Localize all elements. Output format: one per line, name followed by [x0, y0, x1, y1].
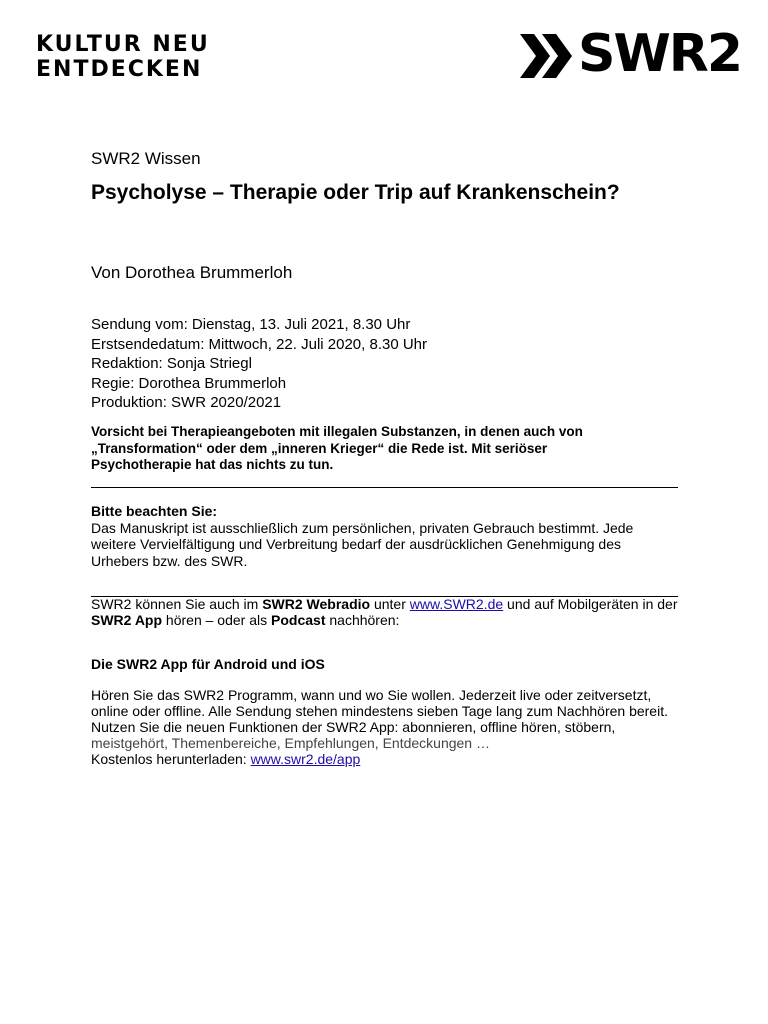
- meta-production: Produktion: SWR 2020/2021: [91, 394, 282, 411]
- divider-top: [91, 487, 678, 488]
- teaser-text: Vorsicht bei Therapieangeboten mit illegalen Substanzen, in denen auch von „Transformation“ oder dem „inneren Krieger“ die Rede ist. Mit seriöser Psychotherapie hat das nichts zu tun.: [91, 424, 583, 472]
- meta-director: Regie: Dorothea Brummerloh: [91, 374, 287, 392]
- author-line: Von Dorothea Brummerloh: [91, 263, 293, 282]
- copyright-notice: [91, 503, 671, 569]
- listen-text-1: SWR2 können Sie auch im: [91, 596, 263, 612]
- brand-line-1: KULTUR NEU: [36, 32, 210, 57]
- double-chevron-icon: [520, 34, 578, 78]
- listen-webradio: SWR2 Webradio: [262, 596, 371, 612]
- notice-heading: Bitte beachten Sie:: [91, 503, 218, 519]
- brand-slogan: [36, 32, 210, 82]
- meta-editor: Redaktion: Sonja Striegl: [91, 355, 252, 372]
- app-body: Hören Sie das SWR2 Programm, wann und wo Sie wollen. Jederzeit live oder zeitversetzt, online oder offline. Alle Sendung stehen mindestens sieben Tage lang zum Nachhören bereit. Nutzen Sie die neuen Funktionen der SWR2 App: abonnieren, offline hören, stöbern,: [91, 687, 668, 735]
- app-download-link[interactable]: www.swr2.de/app: [250, 751, 361, 767]
- listen-info: [91, 596, 681, 628]
- meta-broadcast-date: Sendung vom: Dienstag, 13. Juli 2021, 8.30 Uhr: [91, 316, 411, 333]
- download-label: Kostenlos herunterladen:: [91, 751, 251, 767]
- listen-text-3: und auf Mobilgeräten in der: [503, 596, 678, 612]
- swr2-website-link[interactable]: www.SWR2.de: [409, 596, 504, 612]
- swr2-logo: [520, 24, 742, 84]
- listen-podcast: Podcast: [271, 612, 326, 628]
- notice-body: Das Manuskript ist ausschließlich zum persönlichen, privaten Gebrauch bestimmt. Jede weitere Vervielfältigung und Verbreitung bedarf der ausdrücklichen Genehmigung des Urhebers bzw. des SWR.: [91, 519, 634, 569]
- brand-line-2: ENTDECKEN: [36, 57, 203, 82]
- logo-wordmark: SWR2: [578, 24, 742, 84]
- series-name: SWR2 Wissen: [91, 149, 201, 168]
- app-heading: Die SWR2 App für Android und iOS: [91, 656, 325, 672]
- listen-text-2: unter: [370, 596, 410, 612]
- app-body-features: meistgehört, Themenbereiche, Empfehlungen, Entdeckungen …: [91, 735, 490, 751]
- page-title: Psycholyse – Therapie oder Trip auf Krankenschein?: [91, 181, 620, 204]
- listen-app: SWR2 App: [91, 612, 163, 628]
- meta-first-broadcast: Erstsendedatum: Mittwoch, 22. Juli 2020, 8.30 Uhr: [91, 335, 428, 353]
- listen-text-4: hören – oder als: [162, 612, 272, 628]
- app-description: [91, 687, 681, 767]
- listen-text-5: nachhören:: [325, 612, 400, 628]
- broadcast-meta: [91, 315, 427, 413]
